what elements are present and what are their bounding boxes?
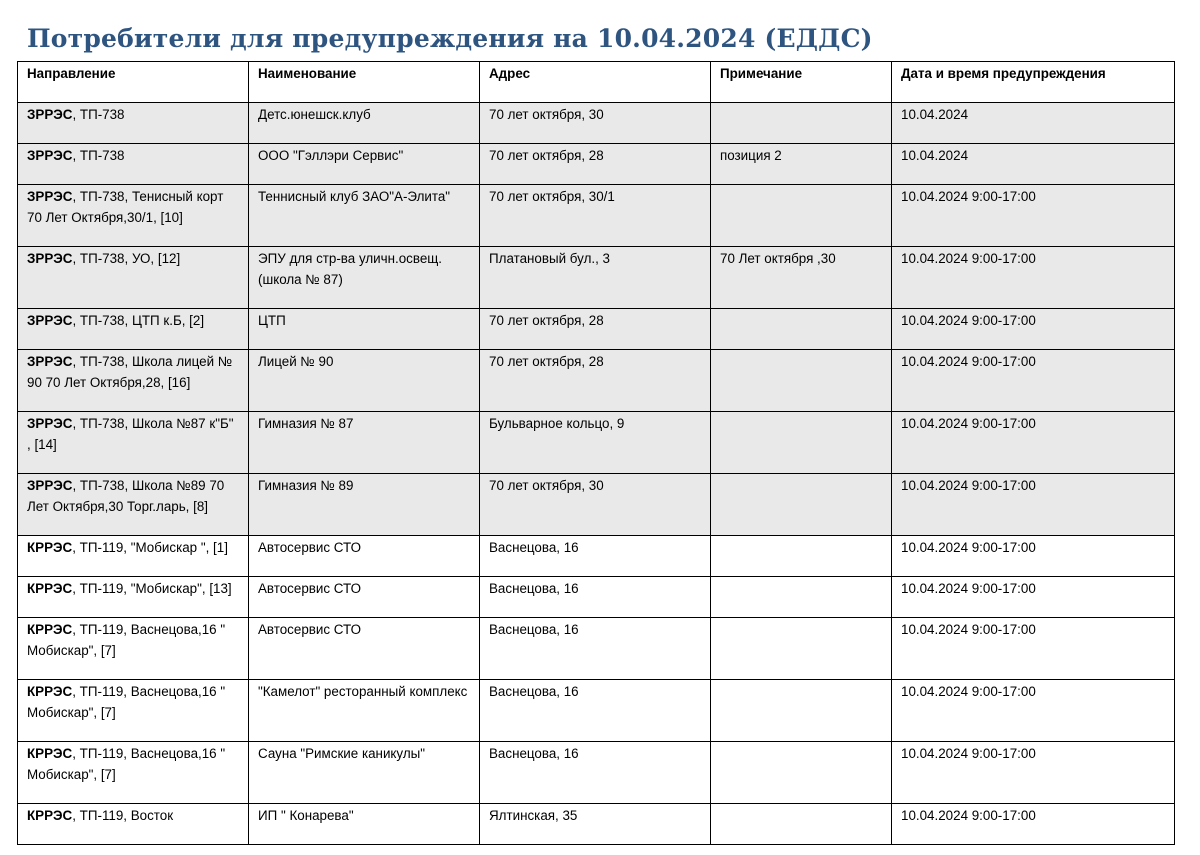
name-cell: ЦТП — [249, 309, 480, 350]
date-cell: 10.04.2024 9:00-17:00 — [892, 247, 1175, 309]
date-cell: 10.04.2024 — [892, 144, 1175, 185]
direction-text: , ТП-119, "Мобискар ", [1] — [72, 540, 228, 555]
date-cell: 10.04.2024 — [892, 103, 1175, 144]
address-cell: Васнецова, 16 — [480, 577, 711, 618]
direction-cell — [18, 247, 249, 309]
header-address: Адрес — [480, 62, 711, 103]
name-cell: Гимназия № 89 — [249, 474, 480, 536]
name-cell: "Камелот" ресторанный комплекс — [249, 680, 480, 742]
note-cell — [711, 618, 892, 680]
date-cell: 10.04.2024 9:00-17:00 — [892, 618, 1175, 680]
name-cell: Теннисный клуб ЗАО"А-Элита" — [249, 185, 480, 247]
date-cell: 10.04.2024 9:00-17:00 — [892, 185, 1175, 247]
address-cell: 70 лет октября, 28 — [480, 350, 711, 412]
org-label: ЗРРЭС — [27, 313, 73, 328]
name-cell: Гимназия № 87 — [249, 412, 480, 474]
note-cell — [711, 412, 892, 474]
header-note: Примечание — [711, 62, 892, 103]
direction-text: , ТП-738, Тенисный корт 70 Лет Октября,30/1, [10] — [27, 189, 224, 225]
table-row — [18, 804, 1175, 845]
direction-cell — [18, 144, 249, 185]
address-cell: Васнецова, 16 — [480, 680, 711, 742]
note-cell — [711, 680, 892, 742]
note-cell — [711, 742, 892, 804]
table-row — [18, 309, 1175, 350]
note-cell — [711, 185, 892, 247]
table-row — [18, 144, 1175, 185]
table-row — [18, 247, 1175, 309]
table-row — [18, 618, 1175, 680]
address-cell: 70 лет октября, 28 — [480, 144, 711, 185]
name-cell: ИП " Конарева" — [249, 804, 480, 845]
address-cell: Васнецова, 16 — [480, 742, 711, 804]
table-row — [18, 103, 1175, 144]
name-cell: Автосервис СТО — [249, 536, 480, 577]
direction-text: , ТП-738, ЦТП к.Б, [2] — [72, 313, 205, 328]
direction-cell — [18, 577, 249, 618]
direction-cell — [18, 185, 249, 247]
name-cell: ООО "Гэллэри Сервис" — [249, 144, 480, 185]
address-cell: 70 лет октября, 28 — [480, 309, 711, 350]
direction-cell — [18, 680, 249, 742]
direction-text: , ТП-119, Васнецова,16 " Мобискар", [7] — [27, 622, 226, 658]
table-row — [18, 742, 1175, 804]
note-cell: позиция 2 — [711, 144, 892, 185]
note-cell — [711, 536, 892, 577]
date-cell: 10.04.2024 9:00-17:00 — [892, 804, 1175, 845]
direction-text: , ТП-738, Школа №87 к"Б" , [14] — [27, 416, 234, 452]
note-cell — [711, 804, 892, 845]
address-cell: Ялтинская, 35 — [480, 804, 711, 845]
org-label: ЗРРЭС — [27, 478, 73, 493]
address-cell: Васнецова, 16 — [480, 618, 711, 680]
note-cell — [711, 350, 892, 412]
note-cell — [711, 309, 892, 350]
direction-text: , ТП-119, Васнецова,16 " Мобискар", [7] — [27, 746, 226, 782]
address-cell: 70 лет октября, 30/1 — [480, 185, 711, 247]
direction-text: , ТП-738, Школа №89 70 Лет Октября,30 Торг.ларь, [8] — [27, 478, 225, 514]
direction-text: , ТП-738, Школа лицей № 90 70 Лет Октября,28, [16] — [27, 354, 233, 390]
consumers-table — [17, 61, 1175, 845]
name-cell: Автосервис СТО — [249, 577, 480, 618]
address-cell: Бульварное кольцо, 9 — [480, 412, 711, 474]
address-cell: 70 лет октября, 30 — [480, 474, 711, 536]
org-label: КРРЭС — [27, 808, 73, 823]
date-cell: 10.04.2024 9:00-17:00 — [892, 350, 1175, 412]
org-label: КРРЭС — [27, 622, 73, 637]
table-row — [18, 577, 1175, 618]
direction-cell — [18, 474, 249, 536]
table-row — [18, 350, 1175, 412]
date-cell: 10.04.2024 9:00-17:00 — [892, 680, 1175, 742]
direction-text: , ТП-738, УО, [12] — [72, 251, 181, 266]
name-cell: Автосервис СТО — [249, 618, 480, 680]
header-name: Наименование — [249, 62, 480, 103]
page-title: Потребители для предупреждения на 10.04.2024 (ЕДДС) — [27, 24, 873, 53]
table-row — [18, 680, 1175, 742]
note-cell — [711, 103, 892, 144]
table-row — [18, 474, 1175, 536]
direction-cell — [18, 103, 249, 144]
date-cell: 10.04.2024 9:00-17:00 — [892, 742, 1175, 804]
date-cell: 10.04.2024 9:00-17:00 — [892, 536, 1175, 577]
direction-cell — [18, 536, 249, 577]
table-header-row — [18, 62, 1175, 103]
org-label: КРРЭС — [27, 684, 73, 699]
direction-text: , ТП-119, Васнецова,16 " Мобискар", [7] — [27, 684, 226, 720]
direction-cell — [18, 618, 249, 680]
direction-text: , ТП-738 — [72, 107, 125, 122]
note-cell — [711, 577, 892, 618]
note-cell — [711, 474, 892, 536]
address-cell: Васнецова, 16 — [480, 536, 711, 577]
org-label: ЗРРЭС — [27, 251, 73, 266]
date-cell: 10.04.2024 9:00-17:00 — [892, 412, 1175, 474]
direction-text: , ТП-119, "Мобискар", [13] — [72, 581, 232, 596]
direction-text: , ТП-119, Восток — [72, 808, 174, 823]
date-cell: 10.04.2024 9:00-17:00 — [892, 577, 1175, 618]
org-label: КРРЭС — [27, 540, 73, 555]
date-cell: 10.04.2024 9:00-17:00 — [892, 474, 1175, 536]
name-cell: Сауна "Римские каникулы" — [249, 742, 480, 804]
date-cell: 10.04.2024 9:00-17:00 — [892, 309, 1175, 350]
header-direction: Направление — [18, 62, 249, 103]
org-label: КРРЭС — [27, 746, 73, 761]
address-cell: Платановый бул., 3 — [480, 247, 711, 309]
direction-cell — [18, 804, 249, 845]
address-cell: 70 лет октября, 30 — [480, 103, 711, 144]
org-label: КРРЭС — [27, 581, 73, 596]
direction-cell — [18, 742, 249, 804]
table-row — [18, 412, 1175, 474]
name-cell: Детс.юнешск.клуб — [249, 103, 480, 144]
org-label: ЗРРЭС — [27, 416, 73, 431]
header-date: Дата и время предупреждения — [892, 62, 1175, 103]
table-row — [18, 536, 1175, 577]
direction-cell — [18, 309, 249, 350]
direction-cell — [18, 412, 249, 474]
table-row — [18, 185, 1175, 247]
org-label: ЗРРЭС — [27, 107, 73, 122]
name-cell: ЭПУ для стр-ва уличн.освещ. (школа № 87) — [249, 247, 480, 309]
org-label: ЗРРЭС — [27, 354, 73, 369]
org-label: ЗРРЭС — [27, 148, 73, 163]
org-label: ЗРРЭС — [27, 189, 73, 204]
note-cell: 70 Лет октября ,30 — [711, 247, 892, 309]
name-cell: Лицей № 90 — [249, 350, 480, 412]
direction-text: , ТП-738 — [72, 148, 125, 163]
direction-cell — [18, 350, 249, 412]
